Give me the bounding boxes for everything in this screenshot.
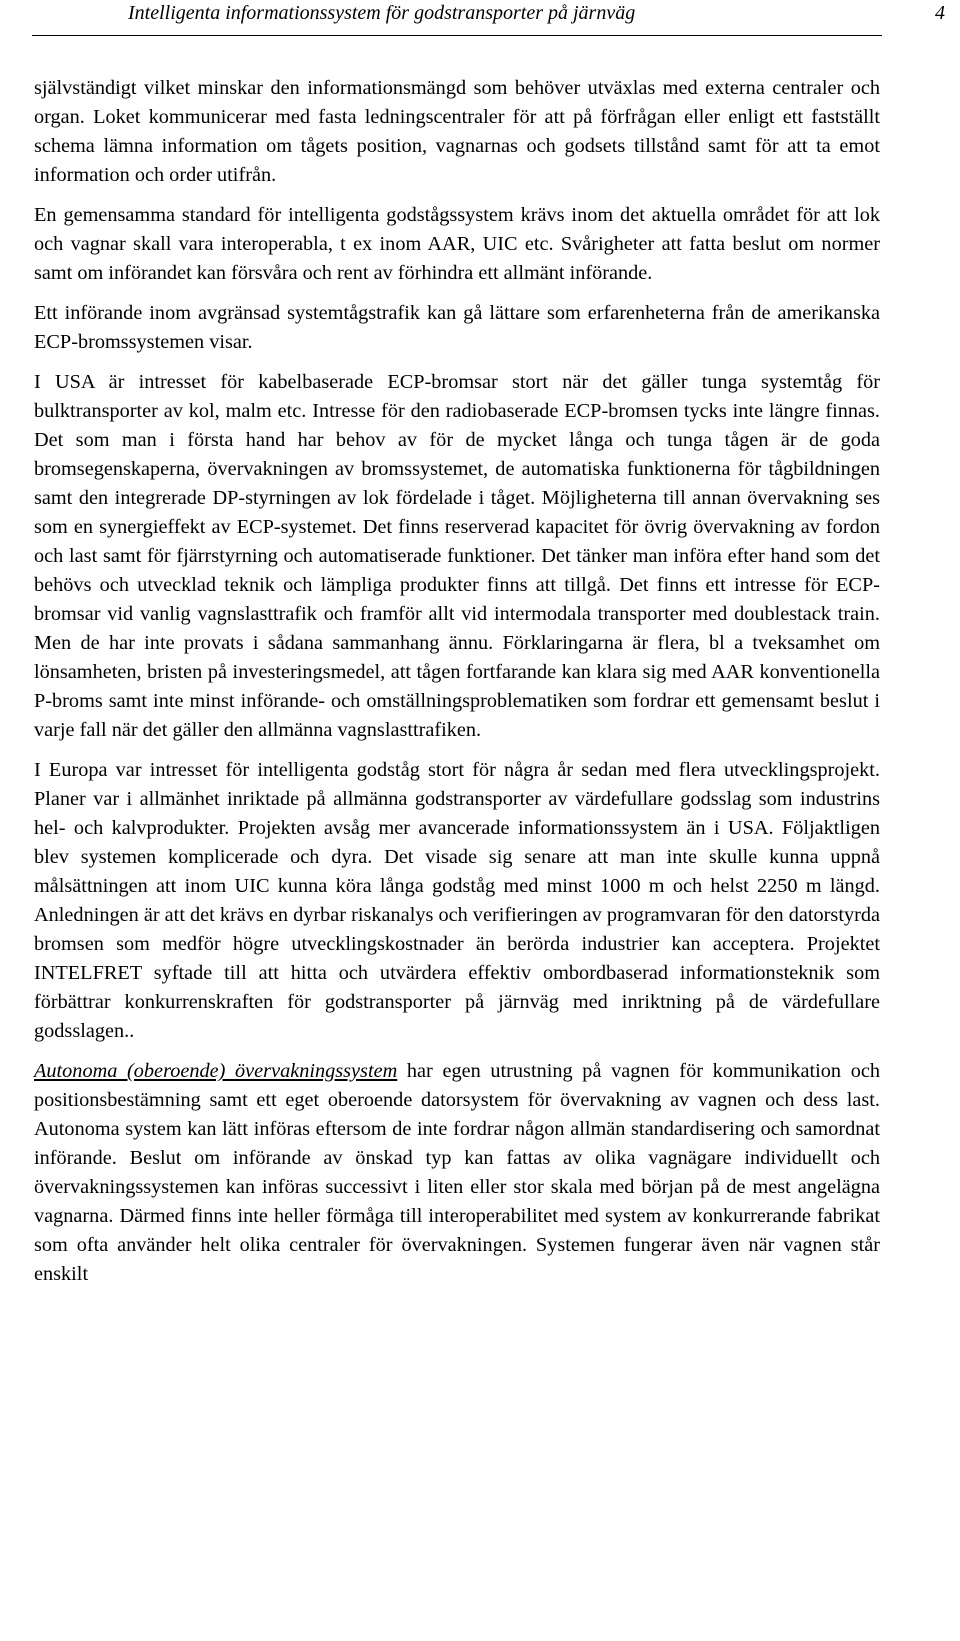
paragraph: I USA är intresset för kabelbaserade ECP-bromsar stort när det gäller tunga systemtåg för bulktransporter av kol, malm etc. Intresse för den radiobaserade ECP-bromsen tycks inte längre finnas. Det som man i första hand har behov av för de mycket långa och tunga tågen är de goda bromsegenskaperna, övervakningen av bromssystemet, de automatiska funktionerna för tågbildningen samt den integrerade DP-styrningen av lok fördelade i tåget. Möjligheterna till annan övervakning ses som en synergieffekt av ECP-systemet. Det finns reserverad kapacitet för övrig övervakning av fordon och last samt för fjärrstyrning och automatiserade funktioner. Det tänker man införa efter hand som det behövs och utvecklad teknik och lämpliga produkter finns att tillgå. Det finns ett intresse för ECP-bromsar vid vanlig vagnslasttrafik och framför allt vid intermodala transporter med doublestack train. Men de har inte provats i sådana sammanhang ännu. Förklaringarna är flera, bl a tveksamhet om lönsamheten, bristen på investeringsmedel, att tågen fortfarande kan klara sig med AAR konventionella P-broms samt inte minst införande- och omställningsproblematiken som fordrar ett gemensamt beslut i varje fall när det gäller den allmänna vagnslasttrafiken. — [34, 371, 880, 741]
header-title: Intelligenta informationssystem för godstransporter på järnväg — [128, 2, 636, 24]
page-number: 4 — [935, 2, 945, 24]
header-rule — [32, 35, 882, 36]
paragraph: Ett införande inom avgränsad systemtågstrafik kan gå lättare som erfarenheterna från de amerikanska ECP-bromssystemen visar. — [34, 302, 880, 353]
document-body — [34, 74, 880, 1289]
paragraph-text: har egen utrustning på vagnen för kommunikation och positionsbestämning samt ett eget oberoende datorsystem för övervakning av vagnen och dess last. Autonoma system kan lätt införas eftersom de inte fordrar någon allmän standardisering och samordnat införande. Beslut om införande av önskad typ kan fattas av olika vagnägare individuellt och övervakningssystemen kan införas successivt i liten eller stor skala med början på de mest angelägna vagnarna. Därmed finns inte heller förmåga till interoperabilitet med system av konkurrerande fabrikat som ofta använder helt olika centraler för övervakningen. Systemen fungerar även när vagnen står enskilt — [34, 1060, 880, 1285]
paragraph: självständigt vilket minskar den informationsmängd som behöver utväxlas med externa centraler och organ. Loket kommunicerar med fasta ledningscentraler för att på förfrågan eller enligt ett fastställt schema lämna information om tågets position, vagnarnas och godsets tillstånd samt för att ta emot information och order utifrån. — [34, 77, 880, 186]
running-header — [0, 2, 960, 32]
paragraph: En gemensamma standard för intelligenta godstågssystem krävs inom det aktuella området för att lok och vagnar skall vara interoperabla, t ex inom AAR, UIC etc. Svårigheter att fatta beslut om normer samt om införandet kan försvåra och rent av förhindra ett allmänt införande. — [34, 204, 880, 284]
paragraph-autonomous-systems — [34, 1057, 880, 1289]
paragraph: I Europa var intresset för intelligenta godståg stort för några år sedan med flera utvecklingsprojekt. Planer var i allmänhet inriktade på allmänna godstransporter av värdefullare godsslag som industrins hel- och kalvprodukter. Projekten avsåg mer avancerade informationssystem än i USA. Följaktligen blev systemen komplicerade och dyra. Det visade sig senare att man inte skulle kunna uppnå målsättningen att inom UIC kunna köra långa godståg med minst 1000 m och helst 2250 m längd. Anledningen är att det krävs en dyrbar riskanalys och verifieringen av programvaran för den datorstyrda bromsen som medför högre utvecklingskostnader än berörda industrier kan acceptera. Projektet INTELFRET syftade till att hitta och utvärdera effektiv ombordbaserad informationsteknik som förbättrar konkurrenskraften för godstransporter på järnväg med inriktning på de värdefullare godsslagen.. — [34, 759, 880, 1042]
emphasis-term: Autonoma (oberoende) övervakningssystem — [34, 1060, 398, 1082]
